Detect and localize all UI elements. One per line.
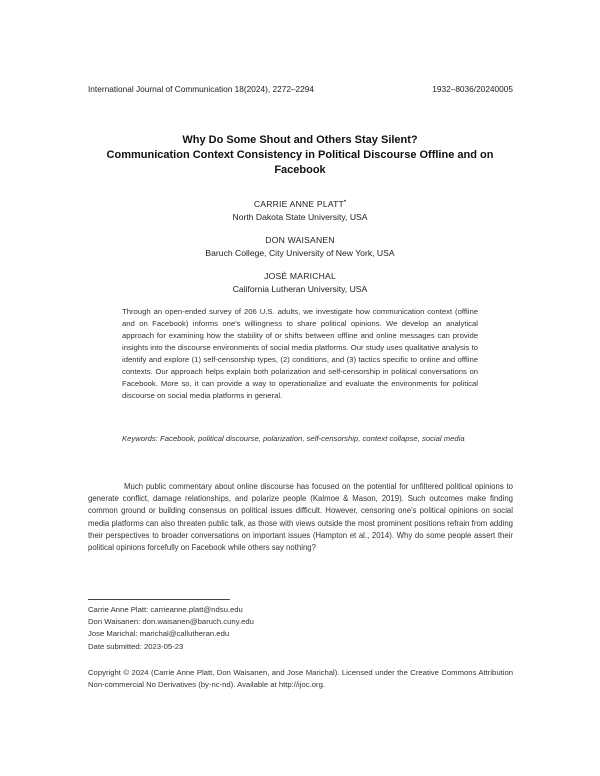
author-affiliation: North Dakota State University, USA: [232, 211, 368, 222]
running-header: [88, 84, 513, 94]
title-line: Communication Context Consistency in Political Discourse Offline and on: [106, 149, 494, 161]
author-block: [60, 196, 540, 224]
footnote-marker: •: [344, 199, 347, 205]
author-affiliation: California Lutheran University, USA: [232, 284, 368, 294]
title-line: Facebook: [274, 164, 326, 176]
author-block: [60, 234, 540, 260]
footnote-divider: [88, 599, 230, 600]
issn: 1932–8036/20240005: [432, 84, 513, 94]
paper-title: [60, 133, 540, 178]
abstract: Through an open-ended survey of 206 U.S. adults, we investigate how communication context (offline and on Facebook) informs one's willingness to share political opinions. We develop an analytical approach for examining how the stability of or shifts between offline and online messages can provide insights into the discourse environments of social media platforms. Our study uses qualitative analysis to identify and explore (1) self-censorship types, (2) conditions, and (3) tactics specific to online and offline contexts. Our approach helps explain both polarization and self-censorship in political conversations on Facebook. More so, it can provide a way to operationalize and evaluate the environments for political discourse on social media platforms in general.: [122, 307, 478, 400]
date-submitted: Date submitted: 2023-05-23: [88, 641, 184, 651]
author-block: [60, 270, 540, 296]
footnotes: [88, 604, 513, 653]
author-name: JOSÉ MARICHAL: [264, 271, 336, 281]
keywords: Keywords: Facebook, political discourse, polarization, self-censorship, context collapse, social media: [122, 434, 465, 443]
body-paragraph: Much public commentary about online discourse has focused on the potential for unfiltered political opinions to generate conflict, damage relationships, and polarize people (Kalmoe & Mason, 2019). Such outcomes make finding common ground or building consensus on political issues difficult. However, censoring one's political opinions on social media platforms can also threaten public talk, as those with views outside the most prominent positions refrain from adding their perspectives to broader conversations on important issues (Hampton et al., 2014). Why do some people assert their political opinions forcefully on Facebook while others say nothing?: [88, 482, 513, 553]
footnote-email: Jose Marichal: marichal@callutheran.edu: [88, 629, 230, 639]
footnote-email: Don Waisanen: don.waisanen@baruch.cuny.edu: [88, 617, 254, 627]
author-name: CARRIE ANNE PLATT: [253, 198, 345, 209]
author-name: DON WAISANEN: [265, 235, 335, 245]
author-affiliation: Baruch College, City University of New York, USA: [205, 248, 395, 258]
copyright-notice: Copyright © 2024 (Carrie Anne Platt, Don Waisanen, and Jose Marichal). Licensed under the Creative Commons Attribution Non-commercial No Derivatives (by-nc-nd). Available at http://ijoc.org.: [88, 668, 513, 689]
footnote-email: Carrie Anne Platt: carrieanne.platt@ndsu.edu: [88, 605, 243, 614]
title-line: Why Do Some Shout and Others Stay Silent?: [182, 134, 418, 146]
journal-citation: International Journal of Communication 18(2024), 2272–2294: [88, 84, 315, 94]
